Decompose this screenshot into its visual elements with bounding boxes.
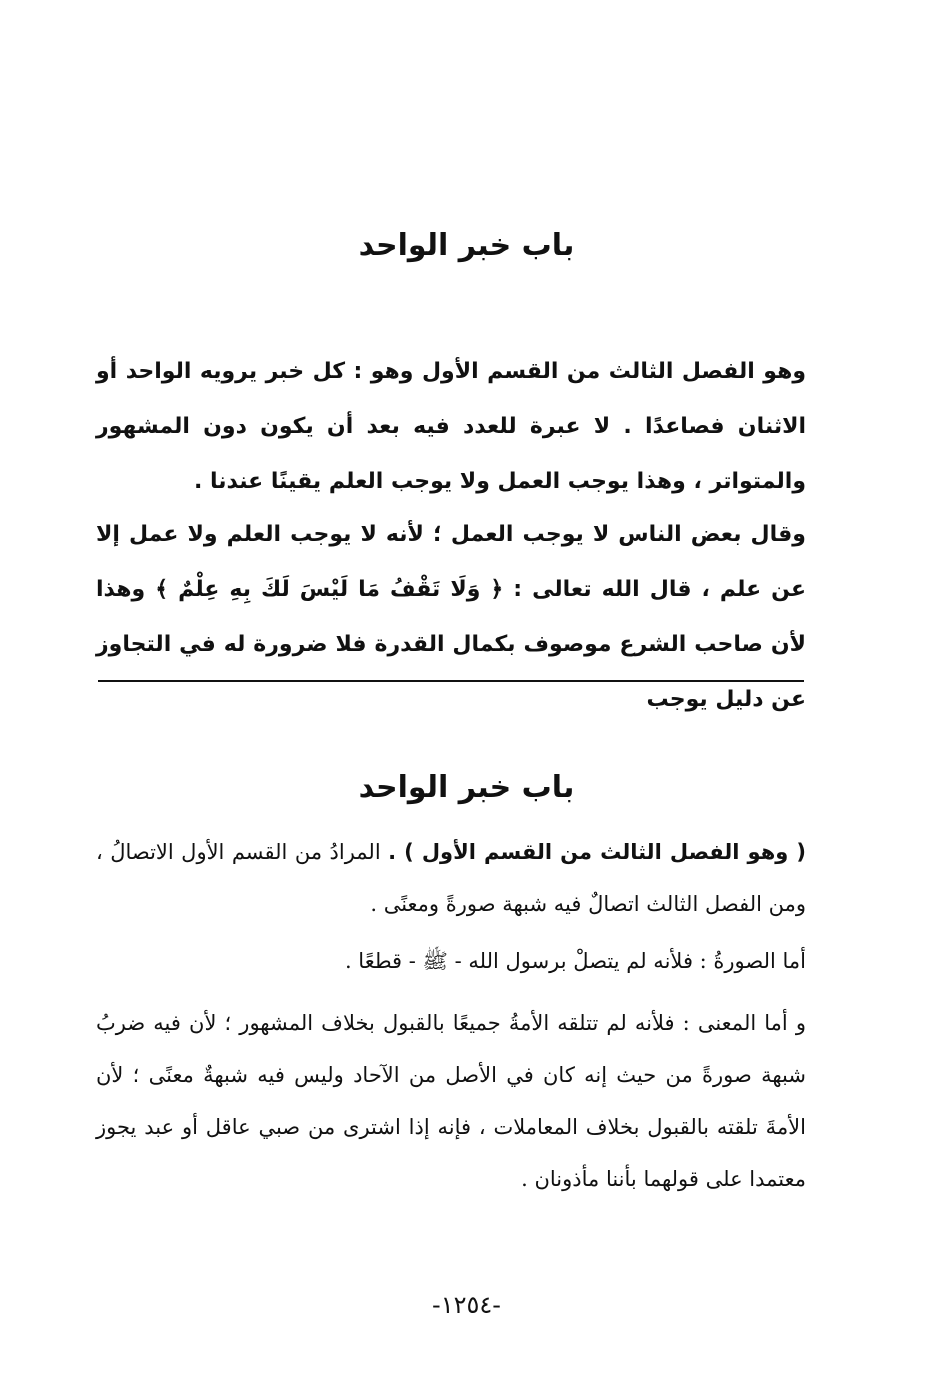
sharh-quoted-matn: ( وهو الفصل الثالث من القسم الأول ) .: [388, 840, 807, 864]
matn-paragraph-2: وقال بعض الناس لا يوجب العمل ؛ لأنه لا يوجب العلم ولا عمل إلا عن علم ، قال الله تعالى : ﴿ وَلَا تَقْفُ مَا لَيْسَ لَكَ بِهِ عِلْمٌ ﴾ وهذا لأن صاحب الشرع موصوف بكمال القدرة فلا ضرورة له في التجاوز عن دليل يوجب: [96, 522, 806, 712]
page-number: -١٢٥٤-: [432, 1291, 501, 1319]
sharh-paragraph-1: [96, 826, 806, 930]
sharh-heading: باب خبر الواحد: [358, 770, 575, 805]
matn-paragraph-1: وهو الفصل الثالث من القسم الأول وهو : كل خبر يرويه الواحد أو الاثنان فصاعدًا . لا عبرة للعدد فيه بعد أن يكون دون المشهور والمتواتر ، وهذا يوجب العمل ولا يوجب العلم يقينًا عندنا .: [96, 359, 806, 494]
sharh-paragraph-3: و أما المعنى : فلأنه لم تتلقه الأمةُ جميعًا بالقبول بخلاف المشهور ؛ لأن فيه ضربُ شبهة صورةً من حيث إنه كان في الأصل من الآحاد وليس فيه شبهةٌ معنًى ؛ لأن الأمةَ تلقته بالقبول بخلاف المعاملات ، فإنه إذا اشترى من صبي عاقل أو عبد يجوز معتمدا على قولهما بأننا مأذونان .: [96, 1011, 806, 1191]
sharh-commentary: المرادُ من القسم الأول الاتصالُ ، ومن الفصل الثالث اتصالٌ فيه شبهة صورةً ومعنًى .: [96, 840, 806, 916]
matn-heading: باب خبر الواحد: [358, 228, 575, 263]
section-divider: [98, 680, 804, 682]
sharh-paragraph-2: أما الصورةُ : فلأنه لم يتصلْ برسول الله - ﷺ - قطعًا .: [344, 949, 806, 973]
